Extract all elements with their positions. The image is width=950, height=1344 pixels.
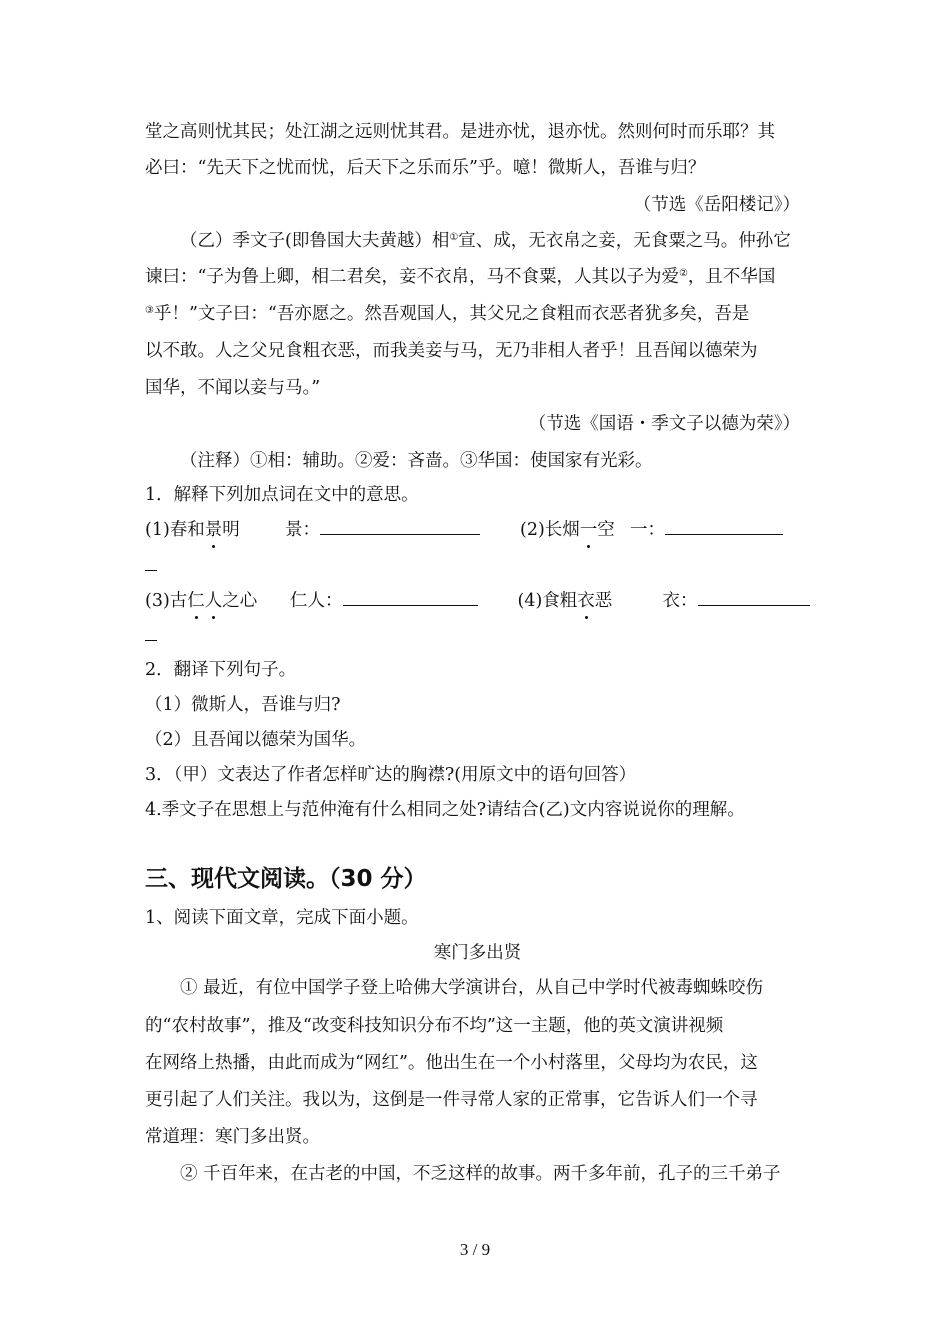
- question-1-row-1: [145, 516, 810, 543]
- annotation-notes: （注释）①相：辅助。②爱：吝啬。③华国：使国家有光彩。: [180, 451, 653, 471]
- passage-b-line-2: [145, 264, 810, 290]
- footnote-marker: ②: [678, 268, 688, 279]
- question-2-sentence-2: （2）且吾闻以德荣为国华。: [145, 730, 367, 750]
- answer-blank-1[interactable]: [320, 516, 480, 535]
- passage-a-source: （节选《岳阳楼记》）: [633, 195, 800, 215]
- passage-b-text: 乎！”文子曰：“吾亦愿之。然吾观国人，其父兄之食粗而衣恶者犹多矣，吾是: [153, 304, 750, 324]
- item-text: (3)古: [145, 591, 188, 611]
- passage-b-line-5: 国华，不闻以妾与马。”: [145, 378, 321, 398]
- question-3: 3．（甲）文表达了作者怎样旷达的胸襟?(用原文中的语句回答）: [145, 765, 637, 785]
- answer-label: 一：: [630, 520, 665, 540]
- question-1-title: 1．解释下列加点词在文中的意思。: [145, 485, 419, 505]
- answer-label: 景：: [285, 520, 320, 540]
- footnote-marker: ①: [449, 232, 459, 243]
- dotted-word: 景: [205, 517, 223, 543]
- question-1-item-1: [145, 517, 285, 543]
- question-2-sentence-1: （1）微斯人，吾谁与归?: [145, 695, 341, 715]
- passage-b-text: ，且不华国: [687, 267, 776, 287]
- question-1-item-2: [520, 517, 630, 543]
- answer-blank-continuation: [145, 570, 157, 571]
- passage-b-line-3: [145, 301, 810, 327]
- section-3-instruction: 1、阅读下面文章，完成下面小题。: [145, 908, 419, 928]
- answer-blank-3[interactable]: [343, 587, 478, 606]
- item-text: 恶: [594, 591, 613, 611]
- question-1-item-3: [145, 588, 290, 614]
- page-number: 3 / 9: [459, 1240, 491, 1259]
- paragraph-1-line-1: ① 最近，有位中国学子登上哈佛大学演讲台，从自己中学时代被毒蜘蛛咬伤: [180, 978, 764, 998]
- footnote-marker: ③: [145, 305, 154, 316]
- paragraph-1-line-3: 在网络上热播，由此而成为“网红”。他出生在一个小村落里，父母均为农民，这: [145, 1053, 758, 1073]
- question-1-row-2: [145, 587, 810, 614]
- paragraph-2-line-1: ② 千百年来，在古老的中国，不乏这样的故事。两千多年前，孔子的三千弟子: [180, 1164, 781, 1184]
- dotted-word: 仁: [187, 588, 205, 614]
- item-text: (4)食粗: [517, 591, 578, 611]
- question-1-item-4: [518, 588, 663, 614]
- section-3-heading: 三、现代文阅读。（30 分）: [145, 866, 427, 892]
- item-text: (1)春和: [145, 520, 205, 540]
- passage-b-text: （乙）季文子(即鲁国大夫黄越）相: [180, 231, 450, 251]
- answer-label: 衣：: [662, 591, 698, 611]
- paragraph-1-line-5: 常道理：寒门多出贤。: [145, 1127, 320, 1147]
- passage-b-line-1: [180, 228, 845, 254]
- paragraph-1-line-4: 更引起了人们关注。我以为，这倒是一件寻常人家的正常事，它告诉人们一个寻: [145, 1090, 758, 1110]
- dotted-word: 一: [580, 517, 598, 543]
- passage-b-source: （节选《国语・季文子以德为荣》）: [528, 414, 800, 434]
- answer-blank-4[interactable]: [698, 587, 810, 606]
- item-text: 之心: [222, 591, 258, 611]
- item-text: (2)长烟: [520, 520, 580, 540]
- question-2-title: 2．翻译下列句子。: [145, 660, 297, 680]
- item-text: 空: [597, 520, 615, 540]
- answer-blank-continuation: [145, 640, 157, 641]
- answer-label: 仁人：: [290, 591, 343, 611]
- passage-b-line-4: 以不敢。人之父兄食粗衣恶，而我美妾与马，无乃非相人者乎！且吾闻以德荣为: [145, 341, 758, 361]
- passage-a-line-1: 堂之高则忧其民；处江湖之远则忧其君。是进亦忧，退亦忧。然则何时而乐耶？其: [145, 122, 775, 142]
- question-4: 4.季文子在思想上与范仲淹有什么相同之处?请结合(乙)文内容说说你的理解。: [145, 800, 745, 820]
- passage-a-line-2: 必曰：“先天下之忧而忧，后天下之乐而乐”乎。噫！微斯人，吾谁与归？: [145, 158, 706, 178]
- answer-blank-2[interactable]: [665, 516, 783, 535]
- passage-b-text: 谏曰：“子为鲁上卿，相二君矣，妾不衣帛，马不食粟，人其以子为爱: [145, 267, 679, 287]
- item-text: 明: [222, 520, 240, 540]
- dotted-word: 衣: [577, 588, 595, 614]
- dotted-word: 人: [205, 588, 223, 614]
- article-title: 寒门多出贤: [433, 943, 522, 963]
- passage-b-text: 宣、成，无衣帛之妾，无食粟之马。仲孙它: [458, 231, 791, 251]
- paragraph-1-line-2: 的“农村故事”，推及“改变科技知识分布不均”这一主题，他的英文演讲视频: [145, 1016, 724, 1036]
